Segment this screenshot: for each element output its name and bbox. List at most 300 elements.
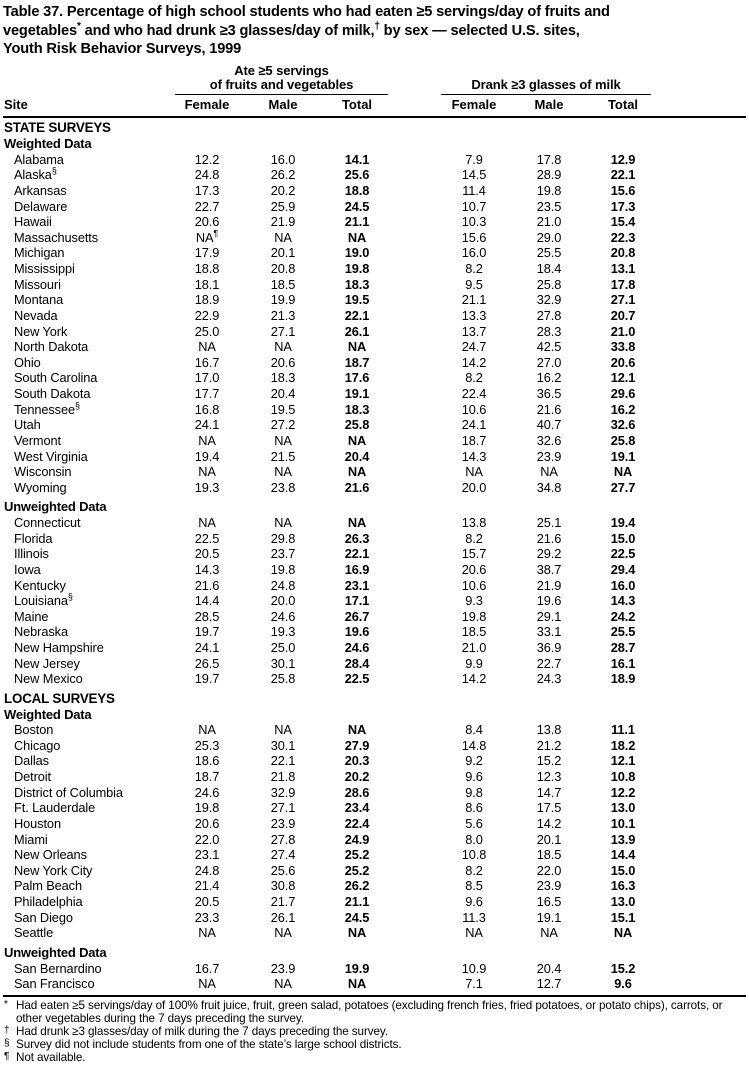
value-cell: 27.1 bbox=[270, 800, 296, 816]
value-cell: NA bbox=[613, 464, 633, 480]
value-cell: NA bbox=[198, 339, 216, 355]
value-cell: 29.4 bbox=[610, 561, 636, 577]
value-cell: 26.5 bbox=[194, 655, 220, 671]
value-cell: 21.9 bbox=[270, 214, 296, 230]
value-cell: NA bbox=[274, 976, 292, 992]
value-cell: 19.6 bbox=[344, 624, 370, 640]
table-row bbox=[3, 199, 746, 215]
site-cell: Houston bbox=[14, 815, 61, 831]
value-cell: 21.8 bbox=[270, 769, 296, 784]
value-cell: 20.5 bbox=[194, 546, 220, 562]
value-cell: 25.6 bbox=[270, 862, 296, 878]
value-cell: 28.3 bbox=[536, 323, 562, 339]
value-cell: 22.4 bbox=[344, 815, 370, 831]
section-header-row bbox=[3, 691, 746, 707]
value-cell: 9.8 bbox=[465, 784, 483, 800]
value-cell: 24.8 bbox=[194, 167, 220, 183]
value-cell: 17.3 bbox=[610, 198, 636, 214]
table-body bbox=[3, 120, 746, 991]
table-row bbox=[3, 355, 746, 371]
value-cell: 23.9 bbox=[270, 815, 296, 831]
table-row bbox=[3, 753, 746, 769]
value-cell: 19.4 bbox=[610, 515, 636, 530]
value-cell: 25.5 bbox=[610, 624, 636, 640]
value-cell: 20.0 bbox=[461, 479, 487, 495]
value-cell: 10.7 bbox=[461, 198, 487, 214]
value-cell: 9.3 bbox=[465, 593, 483, 609]
section-header-row bbox=[3, 945, 746, 961]
value-cell: 22.5 bbox=[194, 530, 220, 546]
value-cell: NA bbox=[274, 722, 292, 738]
table-row bbox=[3, 640, 746, 656]
value-cell: 19.8 bbox=[270, 561, 296, 577]
value-cell: 27.9 bbox=[344, 737, 370, 753]
table-row bbox=[3, 961, 746, 977]
footnote-rule bbox=[3, 995, 746, 997]
site-cell: San Diego bbox=[14, 909, 73, 925]
value-cell: 23.1 bbox=[344, 577, 370, 593]
value-cell: 13.3 bbox=[461, 307, 487, 323]
value-cell: 27.8 bbox=[270, 831, 296, 847]
value-cell: 14.7 bbox=[536, 784, 562, 800]
value-cell: 15.0 bbox=[610, 862, 636, 878]
value-cell: 12.9 bbox=[610, 151, 636, 167]
site-cell: Detroit bbox=[14, 769, 51, 784]
site-cell: Boston bbox=[14, 722, 54, 738]
value-cell: 24.6 bbox=[344, 640, 370, 655]
table-row bbox=[3, 370, 746, 386]
table-row bbox=[3, 671, 746, 687]
value-cell: 18.8 bbox=[344, 182, 370, 198]
value-cell: 30.1 bbox=[270, 655, 296, 671]
table-row bbox=[3, 785, 746, 801]
table-row bbox=[3, 593, 746, 609]
value-cell: 22.1 bbox=[344, 307, 370, 323]
value-cell: 15.6 bbox=[461, 229, 487, 245]
value-cell: 14.4 bbox=[194, 593, 220, 609]
footnote bbox=[3, 1025, 746, 1038]
value-cell: 19.7 bbox=[194, 671, 220, 687]
table-row bbox=[3, 656, 746, 672]
value-cell: 19.5 bbox=[344, 292, 370, 308]
value-cell: NA bbox=[347, 432, 367, 448]
value-cell: 16.7 bbox=[194, 960, 220, 976]
value-cell: 8.2 bbox=[465, 370, 483, 386]
site-cell: New Hampshire bbox=[14, 640, 104, 655]
table-row bbox=[3, 562, 746, 578]
site-cell: Seattle bbox=[14, 925, 54, 941]
value-cell: 27.1 bbox=[610, 292, 636, 308]
value-cell: NA bbox=[347, 722, 367, 738]
site-cell: Tennessee§ bbox=[14, 400, 80, 417]
value-cell: 10.8 bbox=[610, 769, 636, 784]
site-cell: Kentucky bbox=[14, 577, 66, 593]
footnote-text: Had drunk ≥3 glasses/day of milk during the 7 days preceding the survey. bbox=[16, 1024, 388, 1038]
value-cell: 21.6 bbox=[536, 401, 562, 417]
value-cell: 14.8 bbox=[461, 737, 487, 753]
value-cell: 24.5 bbox=[344, 198, 370, 214]
footnote bbox=[3, 999, 746, 1025]
value-cell: 19.9 bbox=[344, 960, 370, 976]
value-cell: 9.6 bbox=[465, 894, 483, 909]
value-cell: 18.3 bbox=[344, 401, 370, 417]
value-cell: 19.1 bbox=[610, 448, 636, 464]
site-cell: West Virginia bbox=[14, 448, 88, 464]
table-row bbox=[3, 230, 746, 246]
site-cell: Delaware bbox=[14, 198, 68, 214]
table-row bbox=[3, 402, 746, 418]
value-cell: NA bbox=[198, 432, 216, 448]
site-cell: Alaska§ bbox=[14, 165, 57, 183]
value-cell: 21.6 bbox=[536, 530, 562, 546]
table-row bbox=[3, 800, 746, 816]
site-cell: Illinois bbox=[14, 546, 49, 562]
value-cell: NA bbox=[274, 464, 292, 480]
table-row bbox=[3, 578, 746, 594]
site-cell: Palm Beach bbox=[14, 878, 82, 894]
site-cell: Montana bbox=[14, 292, 64, 308]
value-cell: 16.8 bbox=[194, 401, 220, 417]
value-cell: 29.2 bbox=[536, 546, 562, 562]
column-group-row bbox=[3, 64, 746, 95]
value-cell: 20.4 bbox=[344, 448, 370, 464]
value-cell: 7.1 bbox=[465, 976, 483, 992]
value-cell: 20.0 bbox=[270, 593, 296, 609]
table-row bbox=[3, 167, 746, 183]
table-row bbox=[3, 183, 746, 199]
milk-male-column-header: Male bbox=[534, 96, 564, 112]
site-cell: Massachusetts bbox=[14, 229, 99, 245]
value-cell: 20.4 bbox=[270, 386, 296, 401]
value-cell: 21.6 bbox=[344, 479, 370, 495]
site-cell: Ft. Lauderdale bbox=[14, 800, 96, 816]
value-cell: 22.1 bbox=[270, 753, 296, 769]
value-cell: 16.9 bbox=[344, 561, 370, 577]
value-cell: 29.8 bbox=[270, 530, 296, 546]
value-cell: 21.7 bbox=[270, 894, 296, 909]
value-cell: 12.7 bbox=[536, 976, 562, 992]
value-cell: 17.0 bbox=[194, 370, 220, 386]
value-cell: 21.9 bbox=[536, 577, 562, 593]
value-cell: 23.8 bbox=[270, 479, 296, 495]
value-cell: 20.2 bbox=[344, 769, 370, 784]
value-cell: 12.1 bbox=[610, 753, 636, 769]
site-cell: North Dakota bbox=[14, 339, 89, 355]
site-cell: New Orleans bbox=[14, 847, 87, 863]
value-cell: 8.6 bbox=[465, 800, 483, 816]
value-cell: 27.8 bbox=[536, 307, 562, 323]
value-cell: 22.7 bbox=[536, 655, 562, 671]
value-cell: 24.8 bbox=[194, 862, 220, 878]
table-row bbox=[3, 417, 746, 433]
value-cell: 21.4 bbox=[194, 878, 220, 894]
site-cell: Wyoming bbox=[14, 479, 67, 495]
value-cell: 13.7 bbox=[461, 323, 487, 339]
value-cell: 10.9 bbox=[461, 960, 487, 976]
value-cell: 18.7 bbox=[194, 769, 220, 784]
footnote-marker: § bbox=[4, 1038, 10, 1050]
value-cell: 13.0 bbox=[610, 894, 636, 909]
value-cell: 18.7 bbox=[461, 432, 487, 448]
table-row bbox=[3, 832, 746, 848]
value-cell: 29.6 bbox=[610, 386, 636, 401]
value-cell: 40.7 bbox=[536, 417, 562, 433]
site-cell: Vermont bbox=[14, 432, 61, 448]
value-cell: 20.5 bbox=[194, 894, 220, 909]
value-cell: 24.2 bbox=[610, 608, 636, 624]
value-cell: 13.8 bbox=[461, 515, 487, 530]
table-row bbox=[3, 531, 746, 547]
value-cell: 21.1 bbox=[344, 894, 370, 909]
value-cell: 7.9 bbox=[465, 151, 483, 167]
value-cell: NA bbox=[347, 464, 367, 480]
value-cell: 15.2 bbox=[536, 753, 562, 769]
value-cell: 17.6 bbox=[344, 370, 370, 386]
value-cell: NA bbox=[465, 925, 483, 941]
value-cell: NA bbox=[198, 722, 216, 738]
footnote bbox=[3, 1038, 746, 1051]
value-cell: 13.8 bbox=[536, 722, 562, 738]
value-cell: 12.1 bbox=[610, 370, 636, 386]
site-cell: Chicago bbox=[14, 737, 61, 753]
value-cell: 27.0 bbox=[536, 354, 562, 370]
table-row bbox=[3, 464, 746, 480]
value-cell: 25.9 bbox=[270, 198, 296, 214]
value-cell: 25.2 bbox=[344, 862, 370, 878]
value-cell: 34.8 bbox=[536, 479, 562, 495]
footnote-marker: † bbox=[4, 1024, 10, 1036]
section-header-row bbox=[3, 707, 746, 723]
value-cell: NA bbox=[198, 515, 216, 530]
value-cell: 25.8 bbox=[344, 417, 370, 433]
table-row bbox=[3, 292, 746, 308]
value-cell: NA bbox=[274, 515, 292, 530]
value-cell: 23.4 bbox=[344, 800, 370, 816]
site-cell: Arkansas bbox=[14, 182, 67, 198]
footnotes bbox=[3, 999, 746, 1064]
value-cell: 9.9 bbox=[465, 655, 483, 671]
value-cell: 19.4 bbox=[194, 448, 220, 464]
value-cell: 19.5 bbox=[270, 401, 296, 417]
value-cell: 30.8 bbox=[270, 878, 296, 894]
value-cell: 14.3 bbox=[461, 448, 487, 464]
footnote-marker: * bbox=[4, 998, 8, 1010]
value-cell: 18.3 bbox=[344, 276, 370, 292]
table-row bbox=[3, 324, 746, 340]
value-cell: 22.0 bbox=[194, 831, 220, 847]
value-cell: 36.5 bbox=[536, 386, 562, 401]
value-cell: 19.8 bbox=[536, 182, 562, 198]
value-cell: 22.1 bbox=[344, 546, 370, 562]
value-cell: 27.1 bbox=[270, 323, 296, 339]
value-cell: 15.7 bbox=[461, 546, 487, 562]
value-cell: 20.8 bbox=[610, 245, 636, 261]
site-cell: New Mexico bbox=[14, 671, 83, 687]
value-cell: 21.1 bbox=[344, 214, 370, 230]
site-cell: Philadelphia bbox=[14, 894, 83, 909]
value-cell: NA bbox=[347, 339, 367, 355]
value-cell: 25.8 bbox=[536, 276, 562, 292]
site-cell: New Jersey bbox=[14, 655, 80, 671]
table-row bbox=[3, 386, 746, 402]
footnote-marker: ¶ bbox=[4, 1051, 10, 1063]
value-cell: 19.8 bbox=[461, 608, 487, 624]
table-row bbox=[3, 480, 746, 496]
value-cell: 13.0 bbox=[610, 800, 636, 816]
value-cell: 22.0 bbox=[536, 862, 562, 878]
value-cell: 25.0 bbox=[194, 323, 220, 339]
site-cell: Alabama bbox=[14, 151, 64, 167]
value-cell: 15.2 bbox=[610, 960, 636, 976]
value-cell: 10.6 bbox=[461, 401, 487, 417]
table-row bbox=[3, 878, 746, 894]
fv-male-column-header: Male bbox=[268, 96, 298, 112]
value-cell: 18.5 bbox=[270, 276, 296, 292]
site-cell: Miami bbox=[14, 831, 48, 847]
value-cell: NA bbox=[198, 464, 216, 480]
table-row bbox=[3, 816, 746, 832]
table-row bbox=[3, 769, 746, 785]
value-cell: 18.2 bbox=[610, 737, 636, 753]
value-cell: 17.8 bbox=[610, 276, 636, 292]
value-cell: 14.2 bbox=[461, 354, 487, 370]
value-cell: NA bbox=[347, 976, 367, 992]
table-row bbox=[3, 609, 746, 625]
value-cell: 20.8 bbox=[270, 261, 296, 276]
site-cell: District of Columbia bbox=[14, 784, 123, 800]
value-cell: 17.8 bbox=[536, 151, 562, 167]
value-cell: 24.6 bbox=[270, 608, 296, 624]
value-cell: 28.4 bbox=[344, 655, 370, 671]
value-cell: 15.6 bbox=[610, 182, 636, 198]
value-cell: 18.9 bbox=[610, 671, 636, 687]
milk-group-label: Drank ≥3 glasses of milk bbox=[471, 77, 621, 93]
table-row bbox=[3, 261, 746, 277]
value-cell: NA bbox=[198, 925, 216, 941]
value-cell: NA bbox=[274, 229, 292, 245]
site-cell: Nevada bbox=[14, 307, 58, 323]
section-label: LOCAL SURVEYS bbox=[4, 690, 115, 706]
value-cell: 24.1 bbox=[461, 417, 487, 433]
value-cell: 24.6 bbox=[194, 784, 220, 800]
value-cell: 21.6 bbox=[194, 577, 220, 593]
value-cell: 10.1 bbox=[610, 815, 636, 831]
value-cell: 17.5 bbox=[536, 800, 562, 816]
value-cell: 14.2 bbox=[536, 815, 562, 831]
milk-total-column-header: Total bbox=[607, 96, 639, 112]
value-cell: 19.8 bbox=[344, 261, 370, 276]
site-cell: Hawaii bbox=[14, 214, 52, 230]
value-cell: 24.7 bbox=[461, 339, 487, 355]
site-cell: San Francisco bbox=[14, 976, 95, 992]
value-cell: 20.3 bbox=[344, 753, 370, 769]
section-label: Unweighted Data bbox=[4, 499, 107, 515]
value-cell: 29.1 bbox=[536, 608, 562, 624]
site-cell: Missouri bbox=[14, 276, 61, 292]
value-cell: 20.6 bbox=[270, 354, 296, 370]
value-cell: 22.3 bbox=[610, 229, 636, 245]
value-cell: 32.9 bbox=[270, 784, 296, 800]
value-cell: 17.3 bbox=[194, 182, 220, 198]
site-cell: South Dakota bbox=[14, 386, 91, 401]
value-cell: 19.6 bbox=[536, 593, 562, 609]
value-cell: 19.3 bbox=[270, 624, 296, 640]
value-cell: 14.2 bbox=[461, 671, 487, 687]
value-cell: 22.5 bbox=[610, 546, 636, 562]
value-cell: 16.0 bbox=[610, 577, 636, 593]
value-cell: 18.3 bbox=[270, 370, 296, 386]
table-header bbox=[3, 64, 746, 119]
site-cell: Florida bbox=[14, 530, 53, 546]
value-cell: 21.0 bbox=[461, 640, 487, 655]
table-row bbox=[3, 738, 746, 754]
value-cell: 21.2 bbox=[536, 737, 562, 753]
value-cell: 17.7 bbox=[194, 386, 220, 401]
fv-female-column-header: Female bbox=[184, 96, 230, 112]
value-cell: 25.6 bbox=[344, 167, 370, 183]
value-cell: 28.5 bbox=[194, 608, 220, 624]
value-cell: 19.9 bbox=[270, 292, 296, 308]
section-header-row bbox=[3, 120, 746, 136]
value-cell: 27.7 bbox=[610, 479, 636, 495]
value-cell: 9.6 bbox=[614, 976, 632, 992]
site-cell: Dallas bbox=[14, 753, 49, 769]
value-cell: 25.8 bbox=[610, 432, 636, 448]
value-cell: NA bbox=[198, 976, 216, 992]
value-cell: 17.9 bbox=[194, 245, 220, 261]
value-cell: 21.5 bbox=[270, 448, 296, 464]
value-cell: 22.1 bbox=[610, 167, 636, 183]
value-cell: 20.1 bbox=[270, 245, 296, 261]
table-row bbox=[3, 894, 746, 910]
value-cell: 42.5 bbox=[536, 339, 562, 355]
value-cell: 19.3 bbox=[194, 479, 220, 495]
value-cell: 23.5 bbox=[536, 198, 562, 214]
value-cell: NA bbox=[540, 464, 558, 480]
value-cell: 24.8 bbox=[270, 577, 296, 593]
footnote-text: Survey did not include students from one of the state’s large school districts. bbox=[16, 1038, 402, 1052]
value-cell: 25.2 bbox=[344, 847, 370, 863]
fv-group-line2: of fruits and vegetables bbox=[209, 77, 354, 93]
footnote-text: Not available. bbox=[16, 1051, 86, 1065]
value-cell: 12.2 bbox=[610, 784, 636, 800]
section-header-row bbox=[3, 499, 746, 515]
value-cell: 12.3 bbox=[536, 769, 562, 784]
site-cell: New York City bbox=[14, 862, 93, 878]
value-cell: 23.9 bbox=[270, 960, 296, 976]
value-cell: 9.6 bbox=[465, 769, 483, 784]
site-cell: Iowa bbox=[14, 561, 41, 577]
value-cell: 27.2 bbox=[270, 417, 296, 433]
value-cell: 18.8 bbox=[194, 261, 220, 276]
section-label: Weighted Data bbox=[4, 136, 92, 151]
value-cell: 25.1 bbox=[536, 515, 562, 530]
value-cell: 19.1 bbox=[536, 909, 562, 925]
value-cell: NA bbox=[613, 925, 633, 941]
value-cell: NA bbox=[347, 515, 367, 530]
value-cell: 28.7 bbox=[610, 640, 636, 655]
value-cell: 20.7 bbox=[610, 307, 636, 323]
value-cell: 33.1 bbox=[536, 624, 562, 640]
value-cell: NA bbox=[347, 925, 367, 941]
value-cell: 19.0 bbox=[344, 245, 370, 261]
table-row bbox=[3, 515, 746, 531]
value-cell: 16.5 bbox=[536, 894, 562, 909]
fruits-vegetables-group-header bbox=[175, 64, 388, 95]
value-cell: 8.4 bbox=[465, 722, 483, 738]
value-cell: 10.8 bbox=[461, 847, 487, 863]
column-header-row bbox=[3, 97, 746, 113]
